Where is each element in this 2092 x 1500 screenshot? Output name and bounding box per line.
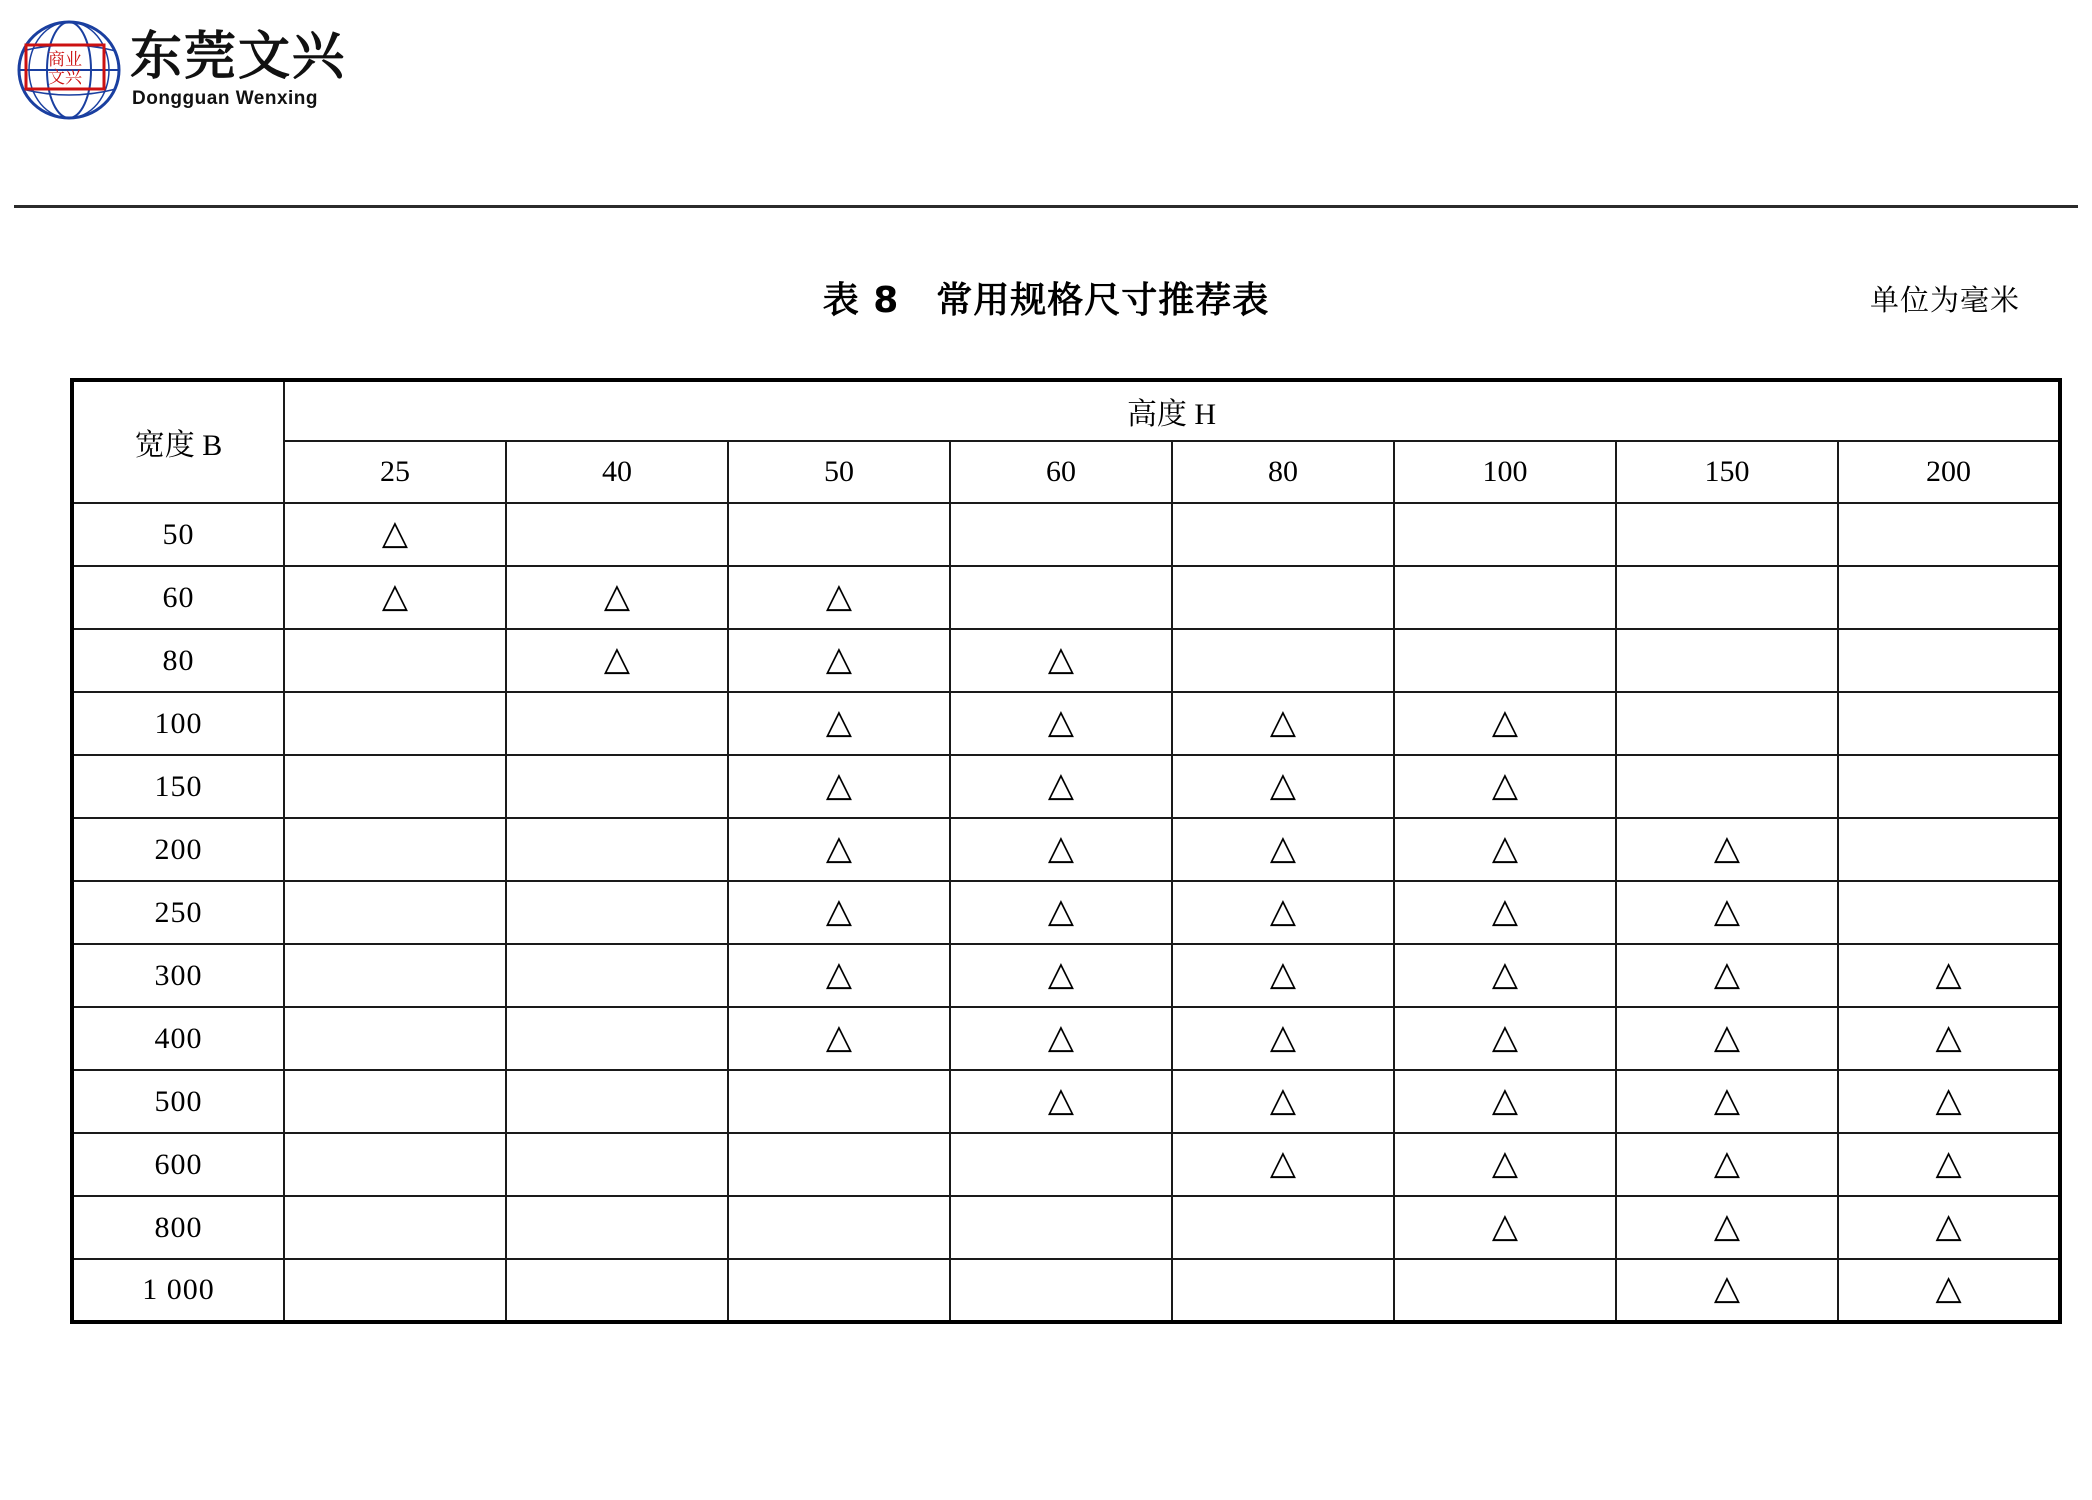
cell-empty: [284, 1007, 506, 1070]
triangle-mark-icon: △: [1935, 1142, 1962, 1183]
cell-empty: [1172, 1259, 1394, 1322]
triangle-mark-icon: △: [1269, 953, 1297, 994]
cell-empty: [1616, 503, 1838, 566]
cell-marked: [1838, 1070, 2060, 1133]
row-label-250: [72, 881, 284, 944]
triangle-mark-icon: △: [1713, 827, 1741, 868]
triangle-mark-icon: △: [1047, 953, 1075, 994]
triangle-mark-icon: △: [825, 827, 853, 868]
cell-marked: [1838, 1259, 2060, 1322]
column-header-25: [284, 441, 506, 503]
cell-empty: [506, 692, 728, 755]
cell-marked: [1394, 818, 1616, 881]
row-label-100: [72, 692, 284, 755]
column-header-label: 80: [1268, 455, 1298, 488]
column-header-label: 50: [824, 455, 854, 488]
cell-empty: [1172, 503, 1394, 566]
cell-empty: [284, 1133, 506, 1196]
cell-marked: [950, 692, 1172, 755]
svg-text:商业: 商业: [48, 50, 82, 70]
row-label-60: [72, 566, 284, 629]
cell-marked: [1616, 1133, 1838, 1196]
triangle-mark-icon: △: [1269, 1016, 1297, 1057]
cell-marked: [728, 818, 950, 881]
cell-empty: [1616, 692, 1838, 755]
column-header-label: 60: [1046, 455, 1076, 488]
cell-empty: [284, 692, 506, 755]
cell-marked: [1172, 692, 1394, 755]
row-label-text: 250: [154, 895, 203, 929]
cell-empty: [1616, 566, 1838, 629]
table-row: [72, 1007, 2060, 1070]
cell-empty: [506, 881, 728, 944]
cell-empty: [1838, 818, 2060, 881]
cell-marked: [1172, 1007, 1394, 1070]
cell-empty: [1394, 629, 1616, 692]
triangle-mark-icon: △: [1491, 890, 1519, 931]
cell-empty: [950, 1196, 1172, 1259]
column-header-label: 200: [1926, 455, 1972, 488]
cell-empty: [284, 629, 506, 692]
cell-marked: [1394, 881, 1616, 944]
cell-empty: [1616, 629, 1838, 692]
column-header-200: [1838, 441, 2060, 503]
column-header-100: [1394, 441, 1616, 503]
triangle-mark-icon: △: [1269, 1079, 1297, 1120]
triangle-mark-icon: △: [381, 575, 409, 616]
row-label-text: 200: [154, 832, 203, 866]
cell-marked: [1616, 881, 1838, 944]
cell-empty: [506, 944, 728, 1007]
triangle-mark-icon: △: [1047, 890, 1075, 931]
table-row: [72, 881, 2060, 944]
cell-empty: [950, 1133, 1172, 1196]
cell-marked: [728, 755, 950, 818]
cell-empty: [1172, 1196, 1394, 1259]
column-header-80: [1172, 441, 1394, 503]
triangle-mark-icon: △: [1269, 764, 1297, 805]
cell-marked: [950, 1070, 1172, 1133]
triangle-mark-icon: △: [1491, 764, 1519, 805]
row-label-500: [72, 1070, 284, 1133]
triangle-mark-icon: △: [825, 638, 853, 679]
row-label-text: 150: [154, 769, 203, 803]
triangle-mark-icon: △: [1047, 701, 1075, 742]
cell-marked: [1172, 1133, 1394, 1196]
cell-empty: [506, 818, 728, 881]
column-header-row: [72, 441, 2060, 503]
cell-empty: [1172, 566, 1394, 629]
table-head: [72, 380, 2060, 503]
cell-marked: [1172, 881, 1394, 944]
cell-empty: [506, 1133, 728, 1196]
cell-marked: [728, 881, 950, 944]
cell-marked: [284, 503, 506, 566]
cell-marked: [728, 692, 950, 755]
triangle-mark-icon: △: [1491, 1205, 1519, 1246]
cell-empty: [950, 566, 1172, 629]
table-row: [72, 944, 2060, 1007]
row-label-300: [72, 944, 284, 1007]
cell-marked: [950, 881, 1172, 944]
cell-empty: [1838, 692, 2060, 755]
table-row: [72, 1133, 2060, 1196]
cell-empty: [506, 1196, 728, 1259]
table-row: [72, 1070, 2060, 1133]
cell-empty: [728, 1070, 950, 1133]
column-header-40: [506, 441, 728, 503]
triangle-mark-icon: △: [1269, 890, 1297, 931]
triangle-mark-icon: △: [825, 953, 853, 994]
cell-empty: [506, 755, 728, 818]
cell-marked: [1172, 755, 1394, 818]
row-label-50: [72, 503, 284, 566]
row-label-1000: [72, 1259, 284, 1322]
cell-marked: [1172, 944, 1394, 1007]
table-row: [72, 1196, 2060, 1259]
title-row: [0, 272, 2092, 332]
cell-marked: [506, 566, 728, 629]
cell-marked: [728, 944, 950, 1007]
table-row: [72, 503, 2060, 566]
cell-empty: [284, 818, 506, 881]
cell-empty: [1394, 503, 1616, 566]
unit-note: 单位为毫米: [1869, 283, 2020, 317]
cell-marked: [1394, 1007, 1616, 1070]
cell-marked: [1394, 1070, 1616, 1133]
cell-empty: [1838, 881, 2060, 944]
triangle-mark-icon: △: [1713, 953, 1741, 994]
triangle-mark-icon: △: [1713, 1142, 1741, 1183]
cell-marked: [1616, 1070, 1838, 1133]
row-label-text: 400: [154, 1021, 203, 1055]
table-row: [72, 692, 2060, 755]
header-width-b-label: 宽度 B: [134, 429, 223, 462]
triangle-mark-icon: △: [1491, 827, 1519, 868]
triangle-mark-icon: △: [1047, 764, 1075, 805]
cell-marked: [1838, 1196, 2060, 1259]
cell-marked: [1838, 1133, 2060, 1196]
triangle-mark-icon: △: [603, 575, 631, 616]
cell-empty: [506, 503, 728, 566]
row-label-text: 600: [154, 1147, 203, 1181]
cell-marked: [728, 1007, 950, 1070]
cell-marked: [950, 629, 1172, 692]
triangle-mark-icon: △: [1713, 1268, 1741, 1308]
row-label-text: 100: [154, 706, 203, 740]
triangle-mark-icon: △: [1491, 953, 1519, 994]
triangle-mark-icon: △: [381, 512, 409, 553]
row-label-text: 300: [154, 958, 203, 992]
table-row: [72, 629, 2060, 692]
cell-empty: [1172, 629, 1394, 692]
cell-marked: [1172, 1070, 1394, 1133]
row-label-400: [72, 1007, 284, 1070]
spec-table: [70, 378, 2062, 1324]
triangle-mark-icon: △: [603, 638, 631, 679]
table-row: [72, 1259, 2060, 1322]
header-height-h: [284, 380, 2060, 441]
column-header-60: [950, 441, 1172, 503]
cell-marked: [728, 629, 950, 692]
triangle-mark-icon: △: [1047, 638, 1075, 679]
triangle-mark-icon: △: [1935, 1079, 1962, 1120]
cell-empty: [1838, 566, 2060, 629]
cell-marked: [950, 755, 1172, 818]
triangle-mark-icon: △: [1935, 1268, 1962, 1308]
column-header-label: 100: [1482, 455, 1528, 488]
cell-empty: [284, 1070, 506, 1133]
triangle-mark-icon: △: [1047, 1016, 1075, 1057]
table-row: [72, 818, 2060, 881]
logo-company-name-en: Dongguan Wenxing: [132, 88, 319, 110]
cell-empty: [950, 1259, 1172, 1322]
cell-empty: [1616, 755, 1838, 818]
cell-empty: [728, 1259, 950, 1322]
triangle-mark-icon: △: [1713, 1016, 1741, 1057]
header-width-b: [72, 380, 284, 503]
cell-empty: [1838, 503, 2060, 566]
triangle-mark-icon: △: [1491, 1079, 1519, 1120]
row-label-text: 1 000: [142, 1273, 215, 1306]
cell-empty: [1838, 755, 2060, 818]
triangle-mark-icon: △: [1935, 953, 1962, 994]
triangle-mark-icon: △: [1713, 890, 1741, 931]
cell-empty: [1838, 629, 2060, 692]
cell-marked: [1172, 818, 1394, 881]
triangle-mark-icon: △: [1491, 701, 1519, 742]
cell-empty: [728, 503, 950, 566]
table-title: 表 8 常用规格尺寸推荐表: [822, 280, 1270, 321]
cell-empty: [1394, 1259, 1616, 1322]
row-label-text: 80: [162, 643, 195, 677]
cell-empty: [728, 1133, 950, 1196]
triangle-mark-icon: △: [1269, 701, 1297, 742]
cell-empty: [950, 503, 1172, 566]
table-row: [72, 755, 2060, 818]
cell-marked: [1838, 1007, 2060, 1070]
triangle-mark-icon: △: [1269, 827, 1297, 868]
cell-marked: [1394, 1196, 1616, 1259]
cell-marked: [1616, 1259, 1838, 1322]
row-label-200: [72, 818, 284, 881]
triangle-mark-icon: △: [1047, 1079, 1075, 1120]
row-label-text: 500: [154, 1084, 203, 1118]
cell-marked: [1394, 755, 1616, 818]
triangle-mark-icon: △: [1713, 1205, 1741, 1246]
company-logo: [14, 10, 346, 130]
cell-marked: [1616, 944, 1838, 1007]
cell-empty: [506, 1007, 728, 1070]
column-header-label: 25: [380, 455, 410, 488]
row-label-600: [72, 1133, 284, 1196]
table-row: [72, 566, 2060, 629]
cell-marked: [1394, 944, 1616, 1007]
cell-marked: [1394, 692, 1616, 755]
cell-empty: [284, 881, 506, 944]
triangle-mark-icon: △: [1269, 1142, 1297, 1183]
cell-empty: [284, 1259, 506, 1322]
row-label-text: 800: [154, 1210, 203, 1244]
triangle-mark-icon: △: [1491, 1142, 1519, 1183]
triangle-mark-icon: △: [825, 764, 853, 805]
triangle-mark-icon: △: [1935, 1205, 1962, 1246]
triangle-mark-icon: △: [1047, 827, 1075, 868]
cell-marked: [950, 818, 1172, 881]
triangle-mark-icon: △: [825, 701, 853, 742]
column-header-label: 150: [1704, 455, 1750, 488]
cell-marked: [1838, 944, 2060, 1007]
logo-company-name-cn: 东莞文兴: [130, 26, 347, 87]
cell-empty: [284, 1196, 506, 1259]
triangle-mark-icon: △: [1713, 1079, 1741, 1120]
row-label-800: [72, 1196, 284, 1259]
row-label-text: 50: [162, 517, 195, 551]
cell-marked: [1616, 1007, 1838, 1070]
cell-marked: [1616, 1196, 1838, 1259]
row-label-text: 60: [162, 580, 195, 614]
triangle-mark-icon: △: [1935, 1016, 1962, 1057]
triangle-mark-icon: △: [825, 890, 853, 931]
triangle-mark-icon: △: [1491, 1016, 1519, 1057]
cell-marked: [506, 629, 728, 692]
cell-empty: [1394, 566, 1616, 629]
triangle-mark-icon: △: [825, 1016, 853, 1057]
cell-marked: [1616, 818, 1838, 881]
column-header-150: [1616, 441, 1838, 503]
cell-empty: [284, 755, 506, 818]
header-divider: [14, 205, 2078, 208]
cell-marked: [284, 566, 506, 629]
row-label-80: [72, 629, 284, 692]
table-body: [72, 503, 2060, 1322]
cell-empty: [728, 1196, 950, 1259]
cell-marked: [1394, 1133, 1616, 1196]
cell-empty: [506, 1070, 728, 1133]
cell-marked: [728, 566, 950, 629]
spec-table-wrapper: [70, 378, 2024, 1324]
cell-marked: [950, 944, 1172, 1007]
column-header-label: 40: [602, 455, 632, 488]
cell-empty: [284, 944, 506, 1007]
cell-marked: [950, 1007, 1172, 1070]
cell-empty: [506, 1259, 728, 1322]
triangle-mark-icon: △: [825, 575, 853, 616]
globe-icon: [14, 15, 124, 125]
svg-text:文兴: 文兴: [48, 68, 82, 88]
header-height-h-label: 高度 H: [1126, 398, 1217, 431]
row-label-150: [72, 755, 284, 818]
column-header-50: [728, 441, 950, 503]
